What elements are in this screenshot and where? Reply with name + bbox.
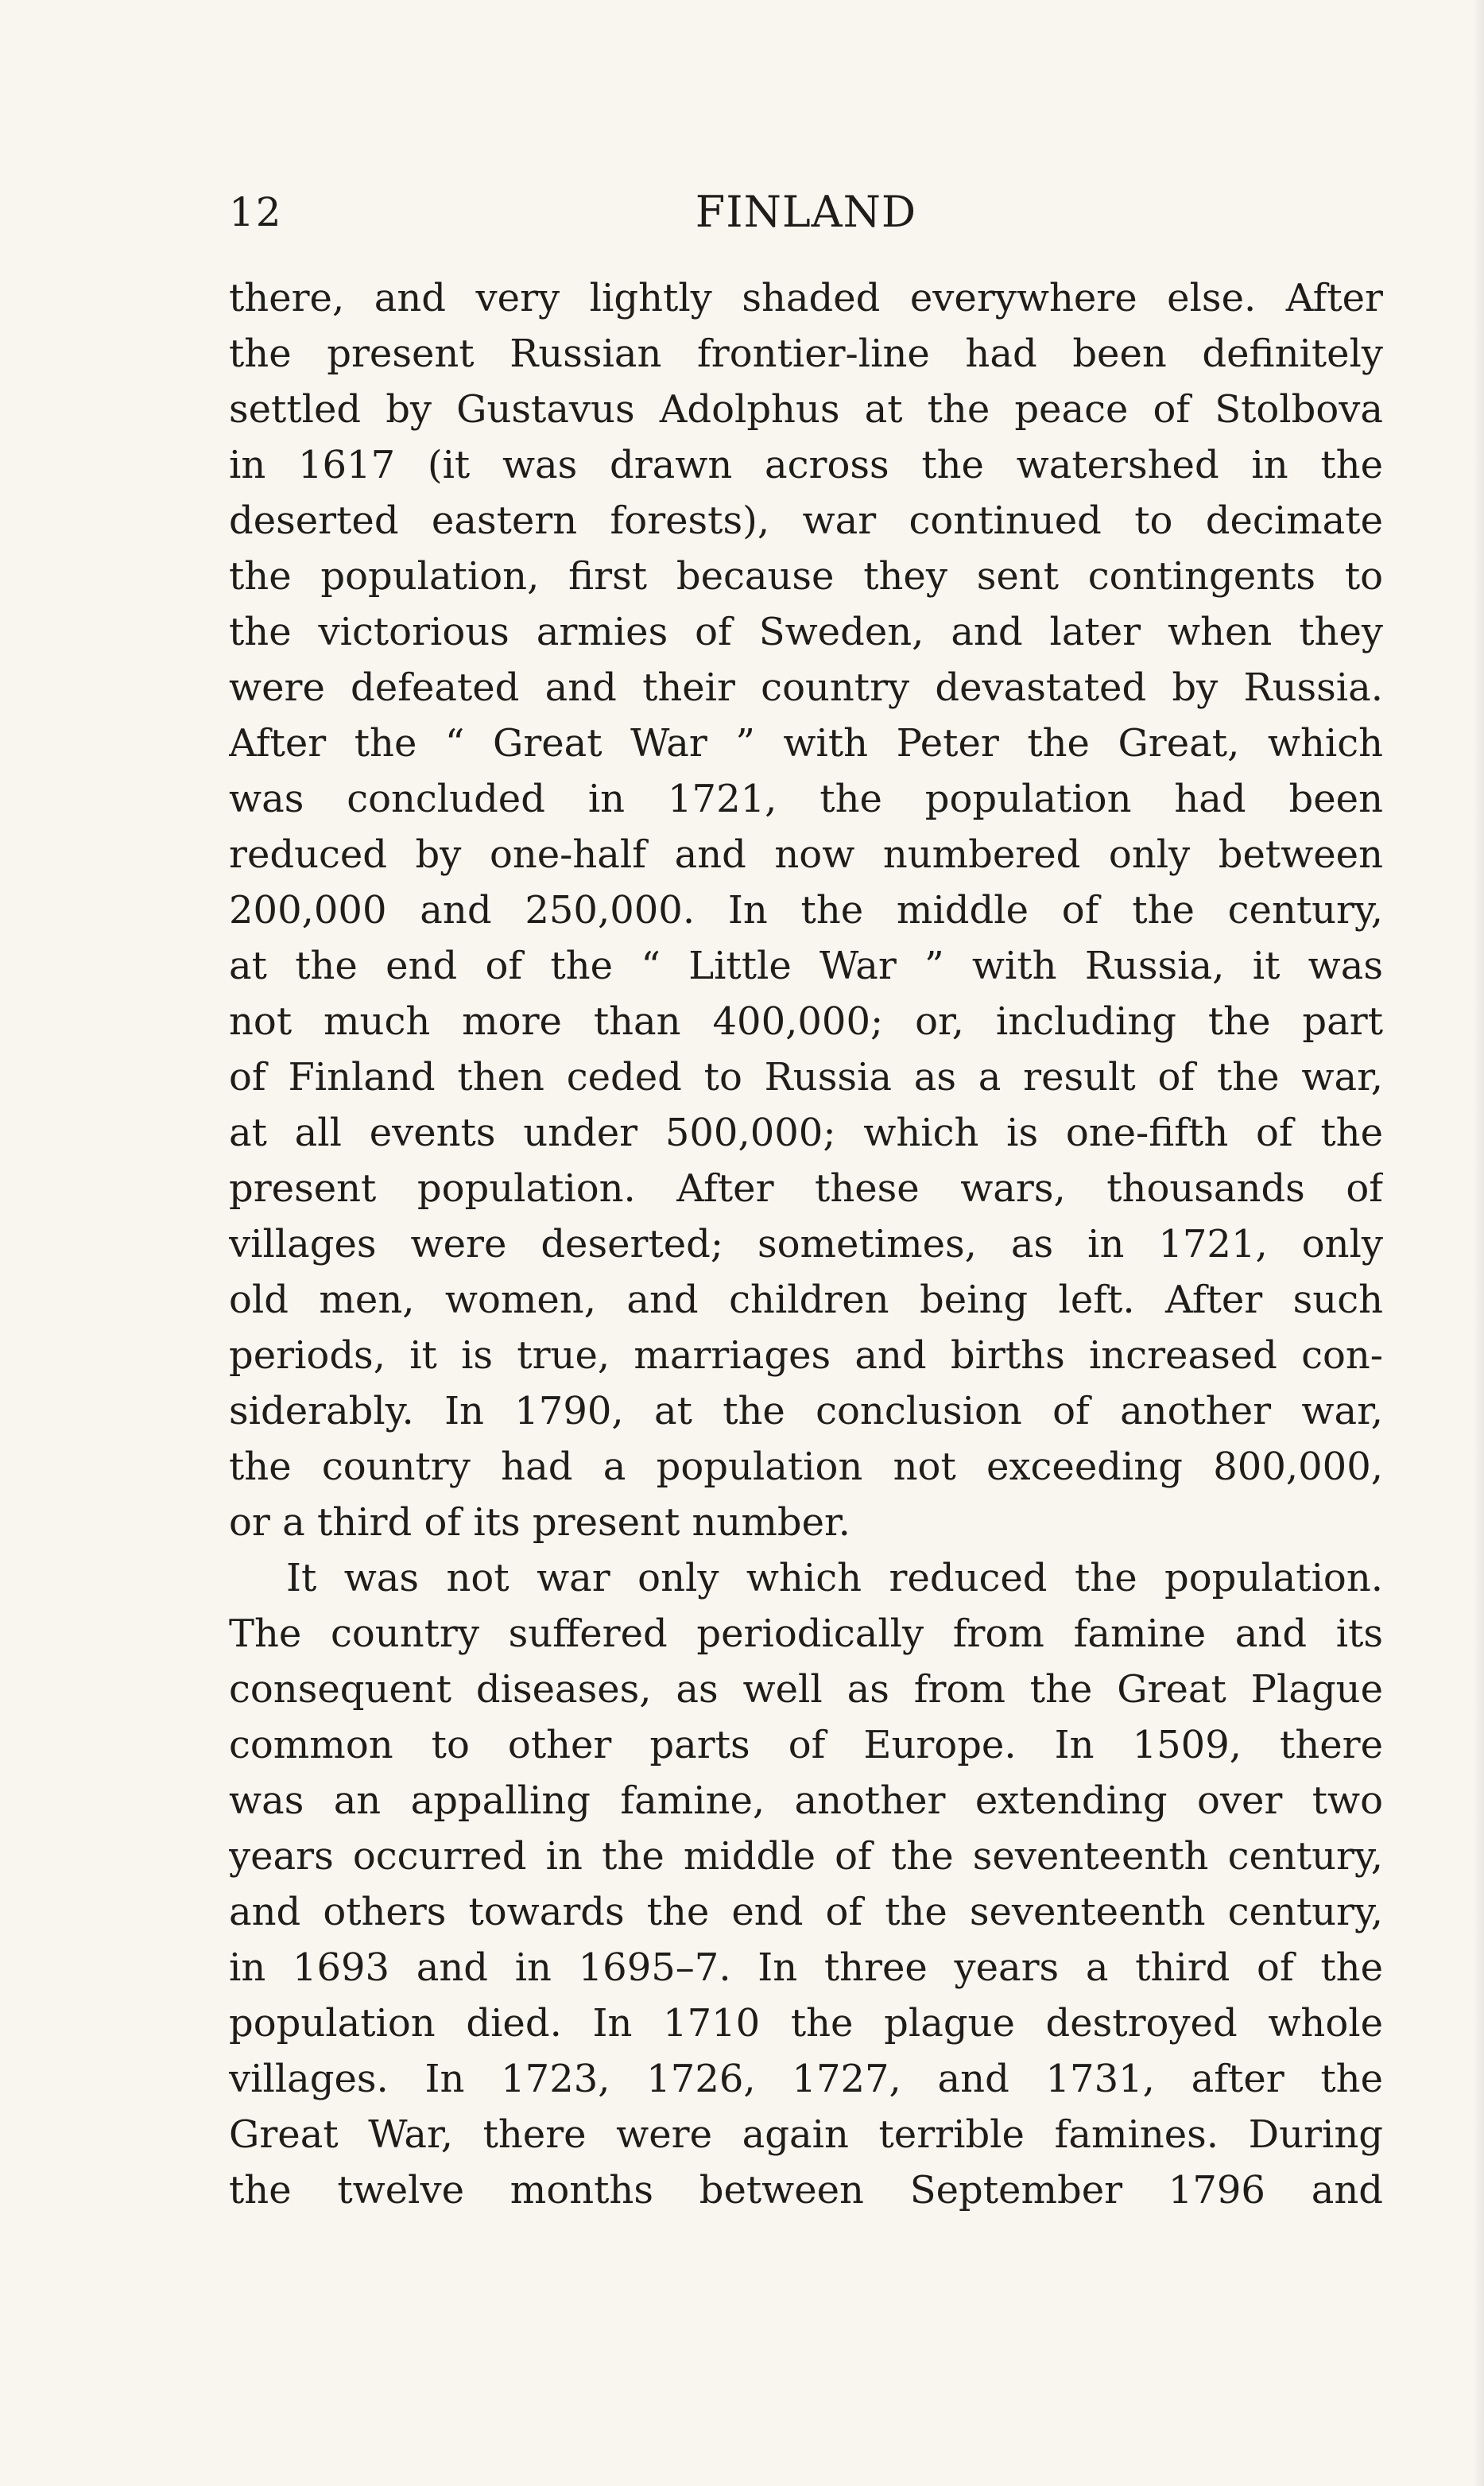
text-line: villages were deserted; sometimes, as in 1721, only <box>229 1222 1383 1266</box>
text-line: at all events under 500,000; which is one-fifth of the <box>229 1111 1383 1155</box>
running-head <box>229 184 1383 240</box>
text-line: reduced by one-half and now numbered only between <box>229 832 1383 877</box>
text-line: settled by Gustavus Adolphus at the peace of Stolbova <box>229 387 1383 432</box>
text-line: present population. After these wars, thousands of <box>229 1166 1383 1211</box>
text-line: and others towards the end of the seventeenth century, <box>229 1890 1383 1934</box>
page-edge-shadow <box>1473 0 1484 2486</box>
text-line: in 1693 and in 1695–7. In three years a third of the <box>229 1945 1383 1990</box>
text-line: population died. In 1710 the plague destroyed whole <box>229 2001 1383 2046</box>
text-line: was an appalling famine, another extending over two <box>229 1778 1383 1823</box>
text-line: of Finland then ceded to Russia as a result of the war, <box>229 1055 1383 1100</box>
text-line: After the “ Great War ” with Peter the Great, which <box>229 721 1383 766</box>
text-line: there, and very lightly shaded everywhere else. After <box>229 276 1383 320</box>
text-line: Great War, there were again terrible famines. During <box>229 2112 1383 2157</box>
text-line: the victorious armies of Sweden, and later when they <box>229 610 1383 654</box>
text-line: was concluded in 1721, the population had been <box>229 777 1383 821</box>
text-line: the population, first because they sent contingents to <box>229 554 1383 599</box>
text-line: villages. In 1723, 1726, 1727, and 1731, after the <box>229 2057 1383 2101</box>
text-line: at the end of the “ Little War ” with Russia, it was <box>229 944 1383 988</box>
text-line: old men, women, and children being left. After such <box>229 1278 1383 1322</box>
text-line: The country suffered periodically from famine and its <box>229 1611 1383 1656</box>
text-line: not much more than 400,000; or, including the part <box>229 999 1383 1044</box>
text-line: 200,000 and 250,000. In the middle of the century, <box>229 888 1383 933</box>
text-line: common to other parts of Europe. In 1509, there <box>229 1723 1383 1767</box>
running-title: FINLAND <box>695 187 917 237</box>
text-line: It was not war only which reduced the population. <box>286 1556 1383 1600</box>
text-line: deserted eastern forests), war continued to decimate <box>229 498 1383 543</box>
text-line: the country had a population not exceeding 800,000, <box>229 1445 1383 1489</box>
body-text <box>229 270 1383 2218</box>
text-line: periods, it is true, marriages and births increased con- <box>229 1333 1383 1378</box>
text-line: siderably. In 1790, at the conclusion of another war, <box>229 1389 1383 1433</box>
page-number: 12 <box>229 189 283 235</box>
text-line: or a third of its present number. <box>229 1500 850 1545</box>
text-line: consequent diseases, as well as from the Great Plague <box>229 1667 1383 1712</box>
text-line: were defeated and their country devastated by Russia. <box>229 665 1383 710</box>
text-line: the present Russian frontier-line had been definitely <box>229 332 1383 376</box>
text-line: years occurred in the middle of the seventeenth century, <box>229 1834 1383 1879</box>
text-line: in 1617 (it was drawn across the watershed in the <box>229 443 1383 487</box>
text-line: the twelve months between September 1796 and <box>229 2168 1383 2213</box>
